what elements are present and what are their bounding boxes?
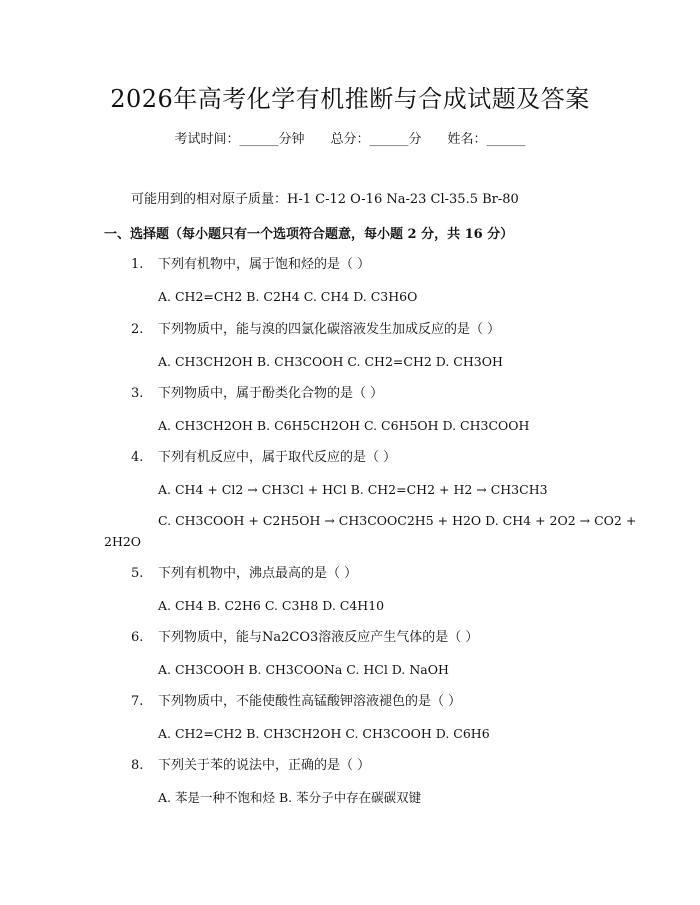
question-number: 8. (131, 758, 144, 773)
question-options-continued: 2H2O (104, 534, 142, 549)
exam-time-field: 考试时间：______分钟 (174, 132, 305, 147)
question-text: 下列关于苯的说法中，正确的是（ ） (158, 758, 371, 773)
question-options: A. CH4 B. C2H6 C. C3H8 D. C4H10 (158, 598, 385, 613)
question-text: 下列有机物中，属于饱和烃的是（ ） (158, 257, 371, 272)
question-number: 2. (131, 322, 144, 337)
question-options: A. CH3CH2OH B. C6H5CH2OH C. C6H5OH D. CH3COOH (158, 418, 530, 433)
section-heading: 一、选择题（每小题只有一个选项符合题意，每小题 2 分，共 16 分） (104, 227, 514, 242)
question-options: C. CH3COOH + C2H5OH → CH3COOC2H5 + H2O D. CH4 + 2O2 → CO2 + (158, 513, 637, 528)
question-text: 下列物质中，不能使酸性高锰酸钾溶液褪色的是（ ） (158, 694, 462, 709)
question-text: 下列有机物中，沸点最高的是（ ） (158, 566, 358, 581)
question-options: A. CH2=CH2 B. C2H4 C. CH4 D. C3H6O (158, 289, 418, 304)
question-number: 1. (131, 257, 144, 272)
question-options: A. CH4 + Cl2 → CH3Cl + HCl B. CH2=CH2 + H2 → CH3CH3 (158, 482, 548, 497)
question-number: 4. (131, 450, 144, 465)
question-text: 下列物质中，能与溴的四氯化碳溶液发生加成反应的是（ ） (158, 322, 501, 337)
question-number: 7. (131, 694, 144, 709)
question-number: 6. (131, 630, 144, 645)
question-options: A. CH3COOH B. CH3COONa C. HCl D. NaOH (158, 662, 449, 677)
exam-info-line (0, 130, 700, 150)
question-options: A. 苯是一种不饱和烃 B. 苯分子中存在碳碳双键 (158, 790, 422, 805)
question-text: 下列有机反应中，属于取代反应的是（ ） (158, 450, 397, 465)
question-options: A. CH2=CH2 B. CH3CH2OH C. CH3COOH D. C6H6 (158, 726, 490, 741)
question-options: A. CH3CH2OH B. CH3COOH C. CH2=CH2 D. CH3OH (158, 354, 503, 369)
total-score-field: 总分：______分 (330, 132, 422, 147)
document-title: 2026年高考化学有机推断与合成试题及答案 (110, 85, 590, 113)
question-number: 5. (131, 566, 144, 581)
atomic-masses-note: 可能用到的相对原子质量：H-1 C-12 O-16 Na-23 Cl-35.5 Br-80 (131, 192, 519, 207)
question-number: 3. (131, 386, 144, 401)
question-text: 下列物质中，属于酚类化合物的是（ ） (158, 386, 384, 401)
question-text: 下列物质中，能与Na2CO3溶液反应产生气体的是（ ） (158, 630, 479, 645)
student-name-field: 姓名：______ (447, 132, 526, 147)
